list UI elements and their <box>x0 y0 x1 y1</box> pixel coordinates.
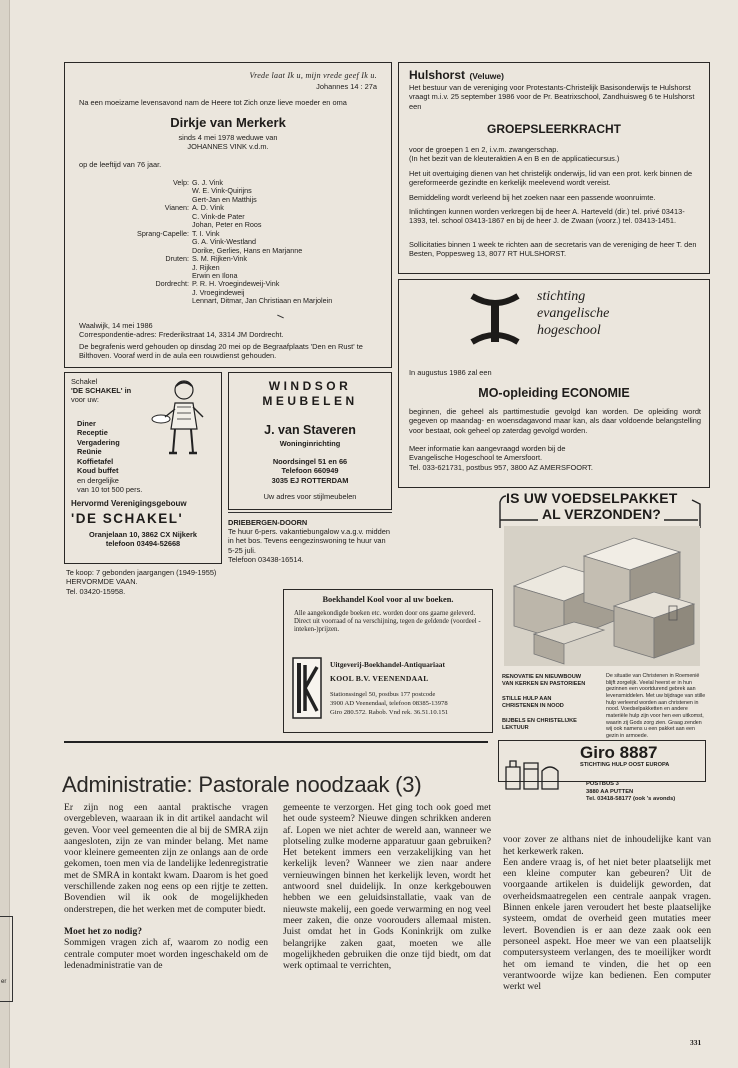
hogeschool-more: Meer informatie kan aangevraagd worden bij de Evangelische Hogeschool te Amersfoort. Tel. 033-621731, postbus 957, 3800 AZ AMERSFOORT. <box>409 444 593 472</box>
hulshorst-title: GROEPSLEERKRACHT <box>486 122 621 136</box>
hogeschool-intro: In augustus 1986 zal een <box>409 368 492 377</box>
hogeschool-ad <box>398 279 710 488</box>
hulshorst-intro: Het bestuur van de vereniging voor Protestants-Christelijk Basisonderwijs te Hulshorst vraagt m.i.v. 25 september 1986 voor de Pr. Beatrixschool, Zandhuisweg 6 te Hulshorst een <box>409 83 695 111</box>
kool-publisher: Uitgeverij-Boekhandel-Antiquariaat <box>330 660 445 669</box>
hogeschool-title: MO-opleiding ECONOMIE <box>478 386 630 400</box>
hulshorst-p3: Bemiddeling wordt verleend bij het zoeken naar een passende woonruimte. <box>409 193 656 202</box>
hulshorst-region: (Veluwe) <box>469 71 504 81</box>
windsor-ad <box>228 372 392 510</box>
schakel-line1: Schakel <box>71 377 98 386</box>
hulshorst-vacancy-ad <box>398 62 710 274</box>
windsor-name: J. van Staveren <box>264 423 356 437</box>
obituary-verse-ref: Johannes 14 : 27a <box>316 82 377 91</box>
relative-line: Gert-Jan en Matthijs <box>192 194 257 204</box>
article-column-3 <box>503 823 711 1004</box>
left-margin-box <box>0 916 13 1002</box>
relative-line: Vianen: A. D. Vink <box>164 203 224 213</box>
hogeschool-logo-line3: hogeschool <box>537 323 601 338</box>
driebergen-rule <box>228 512 392 513</box>
left-page-edge <box>0 0 10 1068</box>
hogeschool-logo-line2: evangelische <box>537 306 610 321</box>
article-subhead: Moet het zo nodig? <box>64 925 143 937</box>
driebergen-title: DRIEBERGEN-DOORN <box>228 518 308 527</box>
article-column-1 <box>64 802 268 971</box>
left-margin-text: er <box>1 979 7 985</box>
voedsel-ad <box>494 490 710 786</box>
voedsel-headline1: IS UW VOEDSELPAKKET <box>506 490 678 506</box>
windsor-sub: Woninginrichting <box>279 439 341 448</box>
kool-contact: Stationssingel 50, postbus 177 postcode 3900 AD Veenendaal, telefoon 08385-13978 Giro 280.572. Rabob. Vnd rek. 36.51.10.151 <box>330 691 449 716</box>
schakel-heading: Hervormd Verenigingsgebouw <box>71 499 187 508</box>
windsor-tagline: Uw adres voor stijlmeubelen <box>263 492 357 501</box>
relative-line: Druten: S. M. Rijken-Vink <box>165 254 247 264</box>
hulshorst-p1: voor de groepen 1 en 2, i.v.m. zwangerschap. (In het bezit van de kleuteraktien A en B en de applicatiecursus.) <box>409 145 620 164</box>
relative-line: Dordrecht: P. R. H. Vroegindeweij-Vink <box>155 279 280 289</box>
hogeschool-text: beginnen, die geheel als parttimestudie gevolgd kan worden. De opleiding wordt gegeven op maandag- en woensdagavond maar kan, als daar voldoende belangstelling voor bestaat, ook geheel op zaterdag gevolgd worden. <box>409 407 701 435</box>
obituary-age: op de leeftijd van 76 jaar. <box>79 160 162 169</box>
hulshorst-p2: Het uit overtuiging dienen van het christelijk onderwijs, lid van een prot. kerk binnen de gereformeerde gezindte en kerkelijk meelevend wordt vereist. <box>409 169 693 188</box>
obituary-address: Correspondentie-adres: Frederikstraat 14, 3314 JM Dordrecht. <box>79 330 284 339</box>
obituary-name: Dirkje van Merkerk <box>170 115 286 130</box>
windsor-address: Noordsingel 51 en 66 Telefoon 660949 3035 EJ ROTTERDAM <box>271 457 349 485</box>
hogeschool-logo <box>467 286 639 352</box>
voedsel-cat1: RENOVATIE EN NIEUWBOUW VAN KERKEN EN PASTORIEEN <box>502 674 586 687</box>
relative-line: Erwin en Ilona <box>192 270 238 280</box>
schakel-line3: voor uw: <box>71 395 99 404</box>
schakel-ad <box>64 372 222 564</box>
obituary-verse: Vrede laat Ik u, mijn vrede geef Ik u. <box>249 71 377 80</box>
schakel-items: Diner Receptie Vergadering Reünie Koffietafel Koud buffet <box>77 419 120 476</box>
article-col1-para1: Er zijn nog een aantal praktische vragen overgebleven, waaraan ik in dit artikel aandacht wil geven. Voor veel gemeenten die al bij de SMRA zijn aangesloten, zijn ze van minder belang. Met name voor kleinere gemeenten zijn ze onlangs aan de orde gekomen, toen men via de landelijke ledenregistratie met de SMRA in kontakt kwam. Daarom is het goed verschillende zaken nog eens op een rijtje te zetten. Bovendien wil ik ook de mogelijkheden onderstrepen, die het werken met de computer biedt. <box>64 802 268 915</box>
hulshorst-p4: Inlichtingen kunnen worden verkregen bij de heer A. Harteveld (dir.) tel. privé 03413-1393, tel. school 03413-1867 en bij de heer J. de Zwaan (voorz.) tel. 03413-1451. <box>409 207 685 226</box>
food-parcels-photo-icon <box>504 526 700 666</box>
hulshorst-p5: Sollicitaties binnen 1 week te richten aan de secretaris van de vereniging de heer T. den Besten, Poppesweg 13, 8077 RT HULSHORST. <box>409 240 697 259</box>
hulshorst-heading <box>409 66 504 84</box>
hogeschool-emblem-icon <box>467 290 523 348</box>
voedsel-headline2: AL VERZONDEN? <box>542 506 661 522</box>
relative-line: Dorike, Gerlies, Hans en Marjanne <box>192 245 303 255</box>
obituary-date-line: Waalwijk, 14 mei 1986 <box>79 321 153 330</box>
hogeschool-logo-line1: stichting <box>537 289 586 304</box>
voedsel-address: POSTBUS 3 3880 AA PUTTEN Tel. 03418-58177 (ook 's avonds) <box>586 781 676 803</box>
article-col2-text: gemeente te verzorgen. Het ging toch ook goed met het oude systeem? Nieuwe dingen schrikken anderen af. Lopen we niet achter de wereld aan, wanneer we plotseling zulke moderne apparatuur gaan gebruiken? Het betekent immers een verzakelijking van het kerkelijk leven? Wanneer we zien naar andere vernieuwingen binnen het kerkelijk leven, wordt het antwoord snel duidelijk. In onze kerkgebouwen hebben we een geluidsinstallatie, vaak van de nieuwste makelij, een goede verwarming en nog veel meer zaken, die onze voorouders allemaal misten. Juist omdat het in Gods Koninkrijk om zulke belangrijke zaken gaat, moeten we alle mogelijkheden gebruiken die onze tijd biedt, om dat werk optimaal te verrichten, <box>283 802 491 972</box>
tick-mark <box>277 315 284 319</box>
obituary-intro: Na een moeizame levensavond nam de Heere tot Zich onze lieve moeder en oma <box>79 98 347 107</box>
relative-line: J. Rijken <box>192 262 220 272</box>
kool-title: Boekhandel Kool voor al uw boeken. <box>322 595 454 604</box>
driebergen-text: Te huur 6-pers. vakantiebungalow v.a.g.v. midden in het bos. Tevens eengezinswoning te huur van 5-25 juli. Telefoon 03438-16514. <box>228 527 390 565</box>
voedsel-photo <box>504 526 700 666</box>
article-col1-para2: Sommigen vragen zich af, waarom zo nodig een centrale computer moet worden ingeschakeld om de ledenadministratie van de <box>64 937 268 971</box>
schakel-line2: 'DE SCHAKEL' in <box>71 386 132 395</box>
schakel-extra: en dergelijke van 10 tot 500 pers. <box>77 476 143 495</box>
hulshorst-place: Hulshorst <box>409 68 466 82</box>
voedsel-text: De situatie van Christenen in Roemenië blijft zorgelijk. Veelal heerst er in hun gezinnen een voortdurend gebrek aan levensmiddelen. Met uw bijdrage van stille hulp verleend worden aan christenen in nood. Voedselpakketten en andere materiële hulp zijn voor hen een uitkomst, waarin zij Gods zorg zien. Graag zenden wij ook namens u een pakket aan een gezin in armoede. <box>606 673 706 739</box>
obituary-details: sinds 4 mei 1978 weduwe van JOHANNES VINK v.d.m. <box>178 133 278 152</box>
relative-line: Sprang-Capelle: T. I. Vink <box>137 228 220 238</box>
page-number: 331 <box>690 1038 702 1047</box>
obituary-relatives <box>71 179 387 306</box>
tekoop-ad: Te koop: 7 gebonden jaargangen (1949-1955) HERVORMDE VAAN. Tel. 03420-15958. <box>66 568 217 596</box>
relative-line: Johan, Peter en Roos <box>192 220 262 230</box>
kool-ad <box>283 589 493 733</box>
voedsel-cat3: BIJBELS EN CHRISTELIJKE LEKTUUR <box>502 718 577 731</box>
voedsel-frame-lines <box>494 490 710 530</box>
kool-company: KOOL B.V. VEENENDAAL <box>330 674 429 683</box>
schakel-address: Oranjelaan 10, 3862 CX Nijkerk telefoon 03494-52668 <box>88 530 198 549</box>
relative-line: C. Vink-de Pater <box>192 211 245 221</box>
schakel-name: 'DE SCHAKEL' <box>71 511 184 526</box>
article-col3-text: voor zover ze althans niet de inhoudelijke kant van het kerkewerk raken. Een andere vraag is, of het niet beter plaatselijk met een kleine computer kan gebeuren? Uit de voorgaande artikelen is duidelijk geworden, dat overheidsmaatregelen een centrale aanpak vragen. Binnen enkele jaren veroudert het beste plaatselijke systeem, omdat de overheid geen mutaties meer levert. Bovendien is er aan deze zaak ook een personeel aspekt. Hoe meer we van een plaatselijk computersysteem verlangen, des te moeilijker wordt het om iemand te vinden, die het op een verantwoorde wijze kan bedienen. Een computer werkt wel <box>503 834 711 993</box>
relative-line: G. A. Vink-Westland <box>192 237 257 247</box>
kool-text: Alle aangekondigde boeken etc. worden door ons gaarne geleverd. Direct uit voorraad of na verschijning, tegen de geldende (voordeel - inteken-)prijzen. <box>294 610 481 634</box>
relative-line: J. Vroegindeweij <box>192 287 245 297</box>
obituary-funeral: De begrafenis werd gehouden op dinsdag 20 mei op de Begraafplaats 'Den en Rust' te Bilthoven. Vooraf werd in de aula een rouwdienst gehouden. <box>79 342 363 361</box>
article-column-2 <box>283 802 491 971</box>
windsor-brand: WINDSOR MEUBELEN <box>262 379 358 408</box>
article-title: Administratie: Pastorale noodzaak (3) <box>62 772 422 797</box>
article-top-rule <box>64 741 488 743</box>
voedsel-giro: Giro 8887 <box>580 743 658 762</box>
waiter-illustration-icon <box>151 377 213 459</box>
voedsel-cat2: STILLE HULP AAN CHRISTENEN IN NOOD <box>502 696 564 709</box>
relative-line: Velp: G. J. Vink <box>173 178 224 187</box>
relative-line: Lennart, Ditmar, Jan Christiaan en Marjolein <box>192 296 333 306</box>
food-jars-icon <box>502 753 562 793</box>
voedsel-org: STICHTING HULP OOST EUROPA <box>580 762 670 768</box>
relative-line: W. E. Vink-Quirijns <box>192 186 252 196</box>
kool-logo-icon <box>292 657 322 719</box>
obituary-notice <box>64 62 392 368</box>
